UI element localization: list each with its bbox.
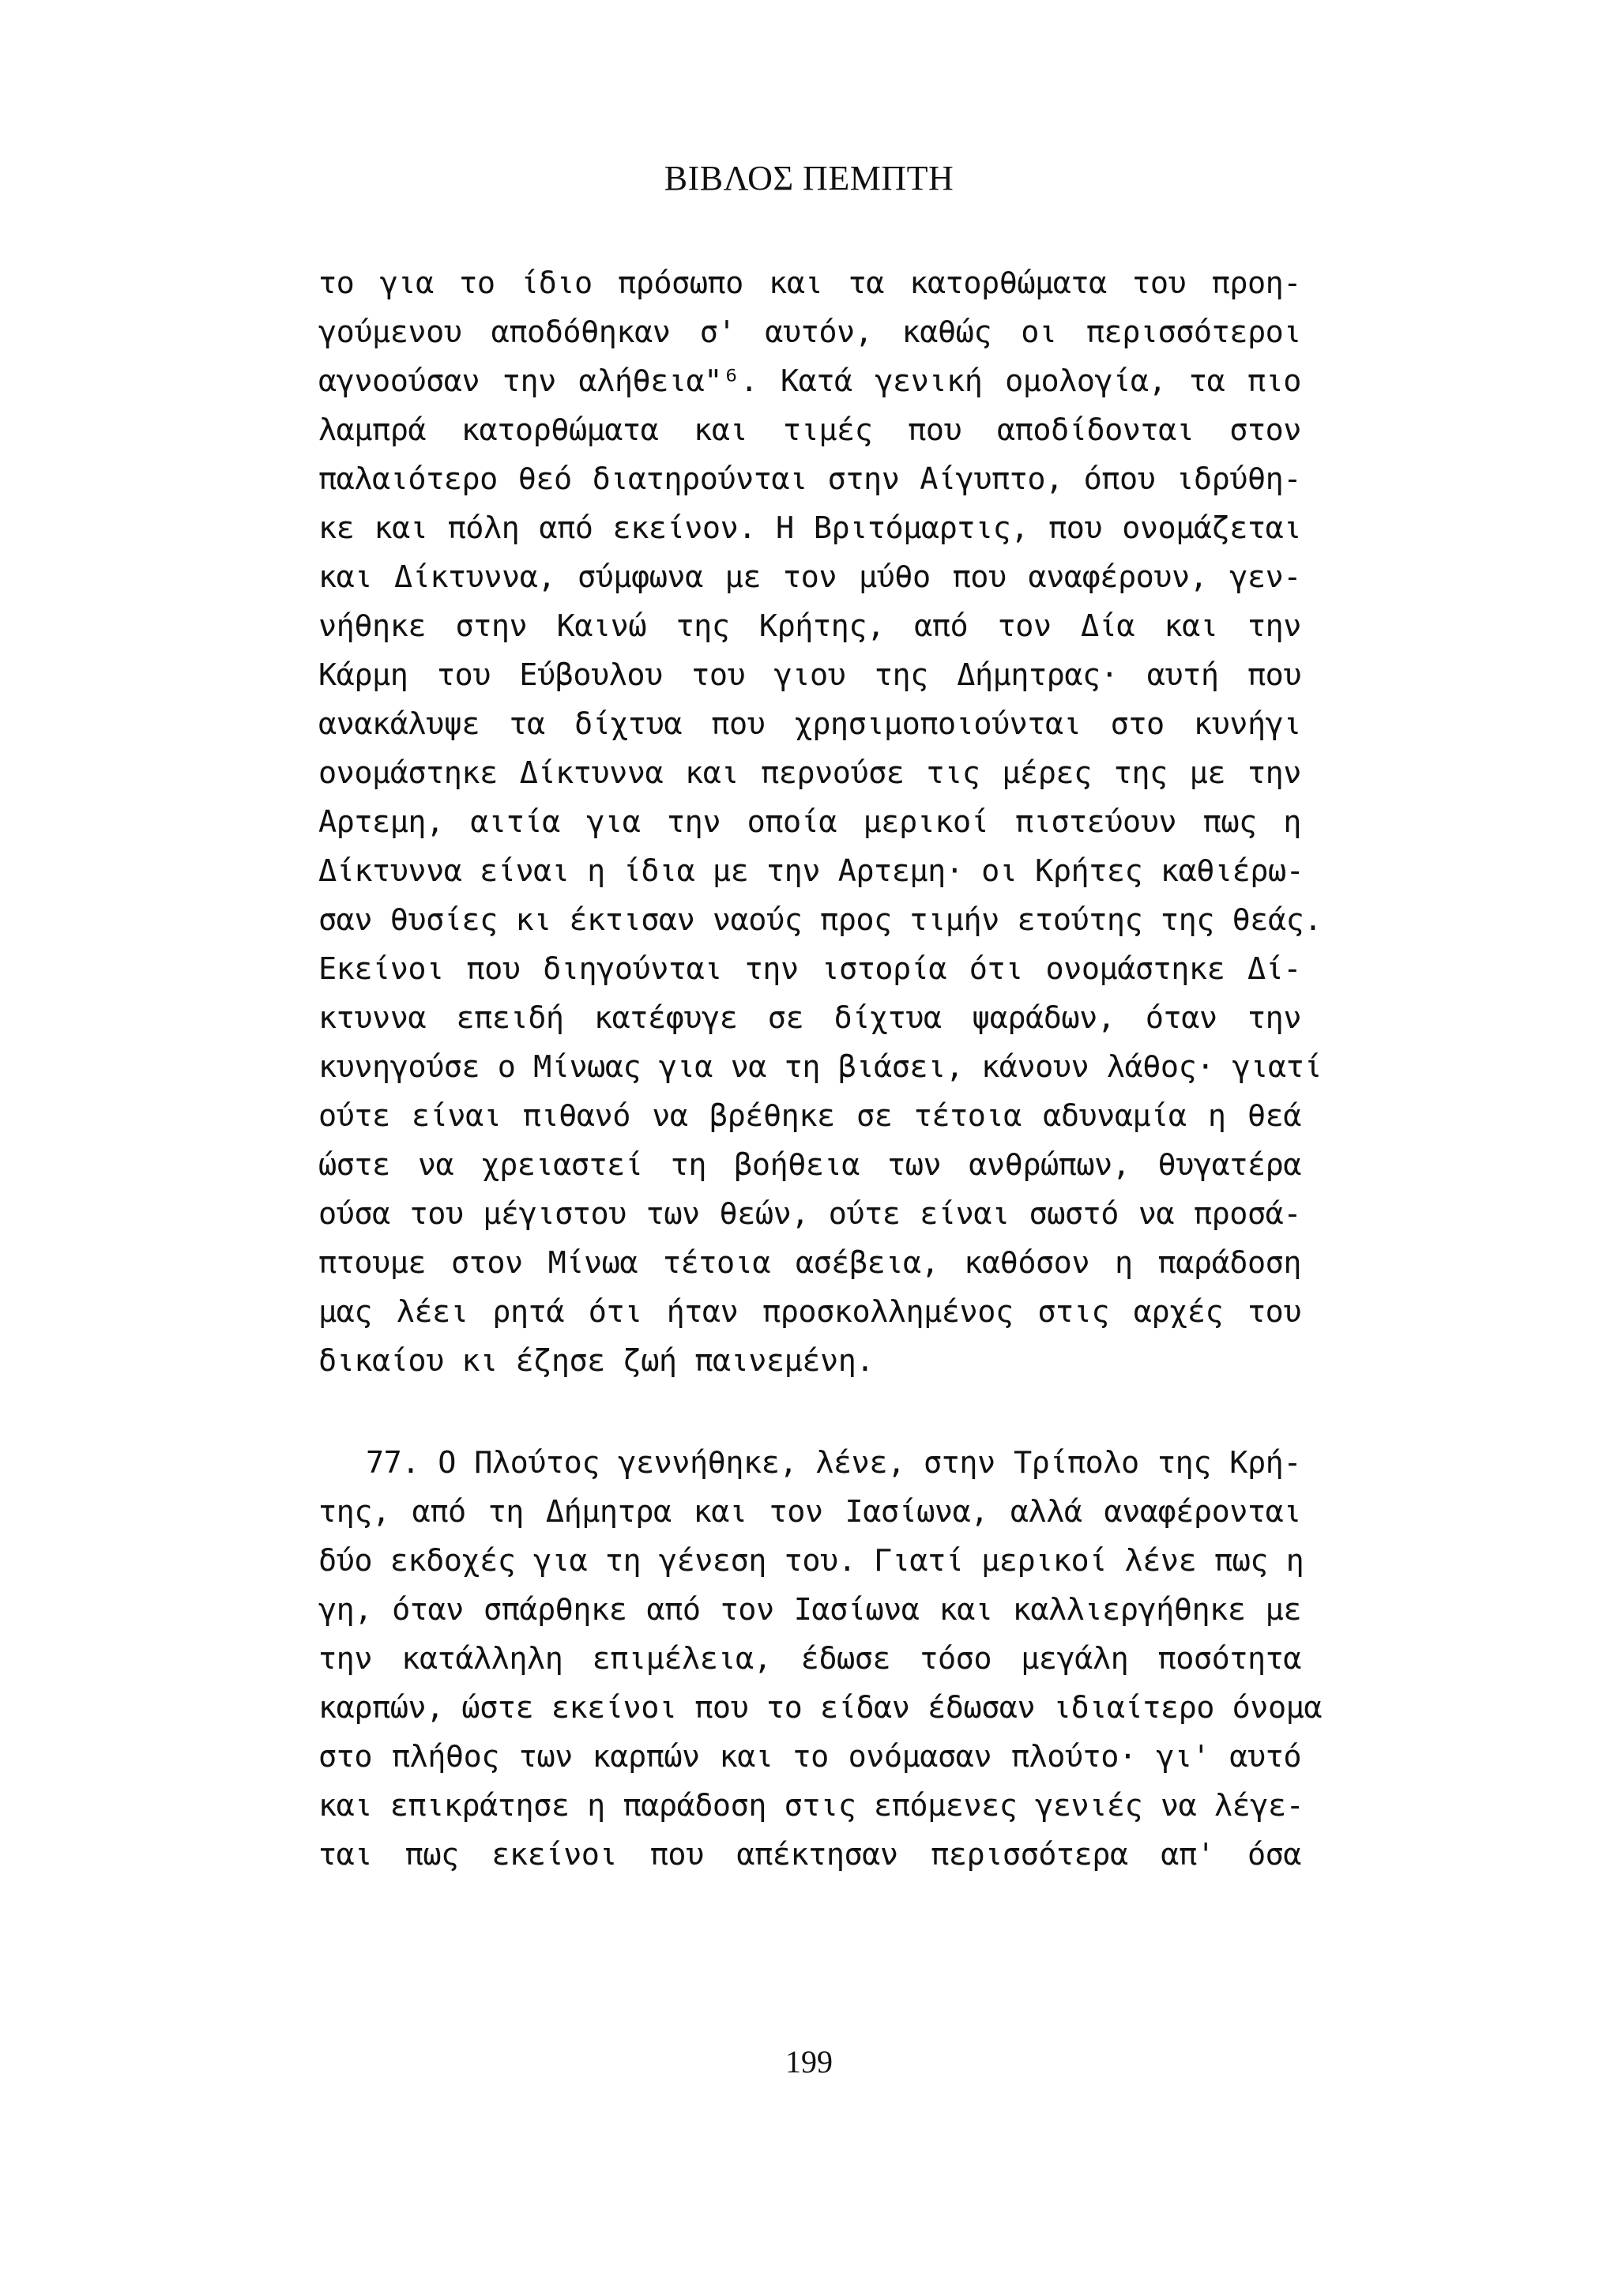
text-line: κυνηγούσε ο Μίνωας για να τη βιάσει, κάνουν λάθος· γιατί (318, 1049, 1323, 1085)
text-line: αγνοούσαν την αλήθεια"⁶. Κατά γενική ομολογία, τα πιο (318, 363, 1301, 399)
text-line: λαμπρά κατορθώματα και τιμές που αποδίδονται στον (318, 412, 1301, 448)
text-line: Αρτεμη, αιτία για την οποία μερικοί πιστεύουν πως η (318, 804, 1301, 840)
text-line: γούμενου αποδόθηκαν σ' αυτόν, καθώς οι περισσότεροι (318, 314, 1301, 350)
text-line: Κάρμη του Εύβουλου του γιου της Δήμητρας· αυτή που (318, 657, 1301, 693)
text-line: ούτε είναι πιθανό να βρέθηκε σε τέτοια αδυναμία η θεά (318, 1098, 1301, 1134)
text-line: σαν θυσίες κι έκτισαν ναούς προς τιμήν ετούτης της θεάς. (318, 902, 1323, 938)
text-line: δικαίου κι έζησε ζωή παινεμένη. (318, 1343, 875, 1379)
text-line: Εκείνοι που διηγούνται την ιστορία ότι ονομάστηκε Δί- (318, 951, 1301, 987)
text-line: το για το ίδιο πρόσωπο και τα κατορθώματα του προη- (318, 265, 1301, 301)
text-line: πτουμε στον Μίνωα τέτοια ασέβεια, καθόσον η παράδοση (318, 1245, 1301, 1281)
text-line: παλαιότερο θεό διατηρούνται στην Αίγυπτο, όπου ιδρύθη- (318, 461, 1301, 497)
text-line: και Δίκτυννα, σύμφωνα με τον μύθο που αναφέρουν, γεν- (318, 559, 1301, 595)
text-line: ονομάστηκε Δίκτυννα και περνούσε τις μέρες της με την (318, 755, 1301, 791)
text-line: ται πως εκείνοι που απέκτησαν περισσότερα απ' όσα (318, 1837, 1301, 1873)
text-line: μας λέει ρητά ότι ήταν προσκολλημένος στις αρχές του (318, 1294, 1301, 1330)
text-line: ούσα του μέγιστου των θεών, ούτε είναι σωστό να προσά- (318, 1196, 1301, 1232)
text-line: στο πλήθος των καρπών και το ονόμασαν πλούτο· γι' αυτό (318, 1739, 1301, 1775)
text-line: νήθηκε στην Καινώ της Κρήτης, από τον Δία και την (318, 608, 1301, 644)
text-line: καρπών, ώστε εκείνοι που το είδαν έδωσαν ιδιαίτερο όνομα (318, 1690, 1323, 1726)
text-line: δύο εκδοχές για τη γένεση του. Γιατί μερικοί λένε πως η (318, 1543, 1304, 1579)
text-line: Δίκτυννα είναι η ίδια με την Αρτεμη· οι Κρήτες καθιέρω- (318, 853, 1304, 889)
text-line: ώστε να χρειαστεί τη βοήθεια των ανθρώπων, θυγατέρα (318, 1147, 1301, 1183)
text-line: και επικράτησε η παράδοση στις επόμενες γενιές να λέγε- (318, 1788, 1304, 1824)
running-head: ΒΙΒΛΟΣ ΠΕΜΠΤΗ (664, 159, 954, 198)
page-number: 199 (785, 2044, 833, 2080)
text-line: κτυννα επειδή κατέφυγε σε δίχτυα ψαράδων, όταν την (318, 1000, 1301, 1036)
text-line: την κατάλληλη επιμέλεια, έδωσε τόσο μεγάλη ποσότητα (318, 1641, 1301, 1677)
paragraph-continued (318, 259, 1323, 1386)
text-line: γη, όταν σπάρθηκε από τον Ιασίωνα και καλλιεργήθηκε με (318, 1592, 1301, 1628)
paragraph-77 (318, 1439, 1323, 1880)
text-line: κε και πόλη από εκείνον. Η Βριτόμαρτις, που ονομάζεται (318, 510, 1301, 546)
text-line: 77. Ο Πλούτος γεννήθηκε, λένε, στην Τρίπολο της Κρή- (366, 1445, 1301, 1481)
text-line: ανακάλυψε τα δίχτυα που χρησιμοποιούνται στο κυνήγι (318, 706, 1301, 742)
text-line: της, από τη Δήμητρα και τον Ιασίωνα, αλλά αναφέρονται (318, 1494, 1301, 1530)
